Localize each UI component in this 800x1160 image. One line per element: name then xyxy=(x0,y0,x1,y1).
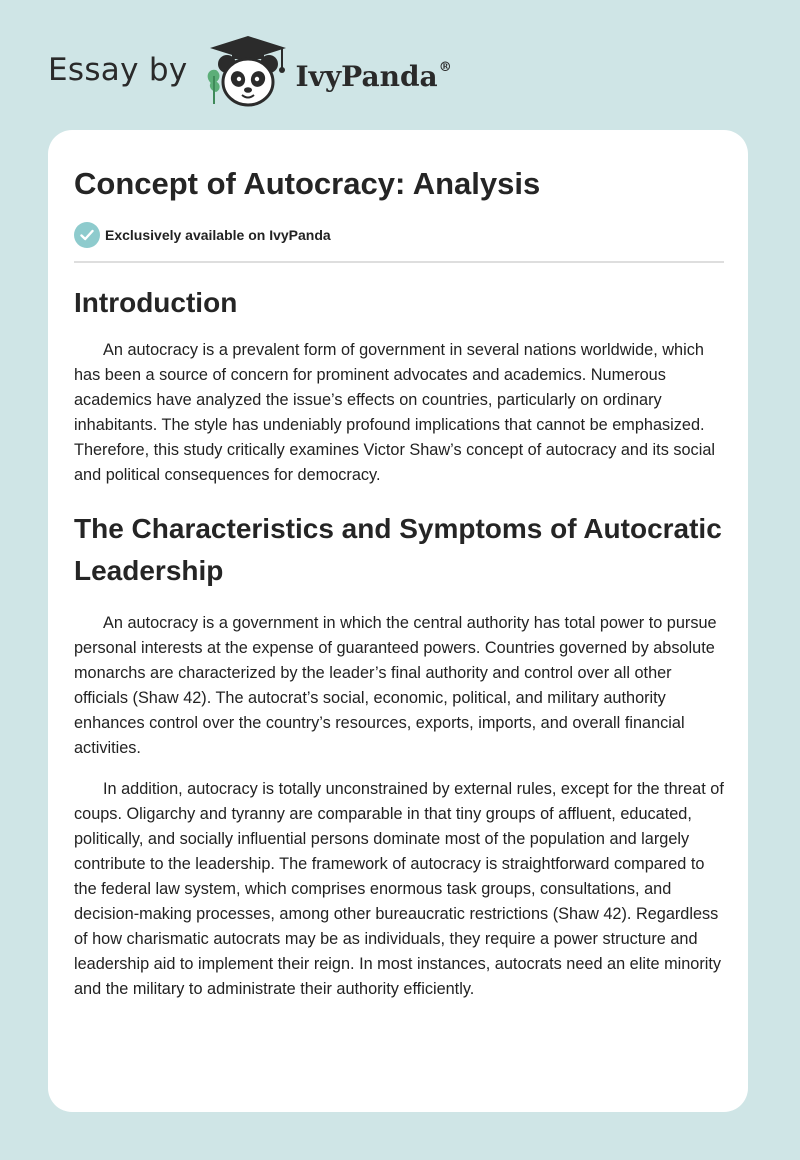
exclusive-badge-label: Exclusively available on IvyPanda xyxy=(105,227,331,243)
paragraph: An autocracy is a prevalent form of government in several nations worldwide, which has been a source of concern for prominent advocates and academics. Numerous academics have analyzed the issue’s effects on countries, particularly on ordinary inhabitants. The style has undeniably profound implications that cannot be emphasized. Therefore, this study critically examines Victor Shaw’s concept of autocracy and its social and political consequences for democracy. xyxy=(74,341,715,484)
section-heading-characteristics: The Characteristics and Symptoms of Autocratic Leadership xyxy=(74,513,722,586)
paragraph: An autocracy is a government in which the central authority has total power to pursue personal interests at the expense of guaranteed powers. Countries governed by absolute monarchs are characterized by the leader’s final authority and control over all other officials (Shaw 42). The autocrat’s social, economic, political, and military authority enhances control over the country’s resources, exports, imports, and overall financial activities. xyxy=(74,614,717,757)
section-heading-introduction: Introduction xyxy=(74,287,238,318)
paragraph: In addition, autocracy is totally unconstrained by external rules, except for the threat of coups. Oligarchy and tyranny are comparable in that tiny groups of affluent, educated, politically, and socially influential persons dominate most of the population and largely contribute to the leadership. The framework of autocracy is straightforward compared to the federal law system, which comprises enormous task groups, consultations, and decision-making processes, among other bureaucratic restrictions (Shaw 42). Regardless of how charismatic autocrats may be as individuals, they require a power structure and leadership aid to implement their reign. In most instances, autocrats need an elite minority and the military to administrate their authority efficiently. xyxy=(74,780,724,998)
page-title: Concept of Autocracy: Analysis xyxy=(74,166,541,201)
essay-by-label: Essay by xyxy=(48,52,188,88)
site-header xyxy=(48,36,452,108)
check-circle-icon xyxy=(74,222,100,248)
panda-logo-icon[interactable] xyxy=(202,34,294,110)
exclusive-badge xyxy=(74,222,331,248)
title-divider xyxy=(74,261,724,263)
essay-card xyxy=(48,130,748,1112)
registered-mark: ® xyxy=(438,60,452,76)
article-body xyxy=(74,282,724,1002)
brand-name: IvyPanda® xyxy=(295,59,452,93)
